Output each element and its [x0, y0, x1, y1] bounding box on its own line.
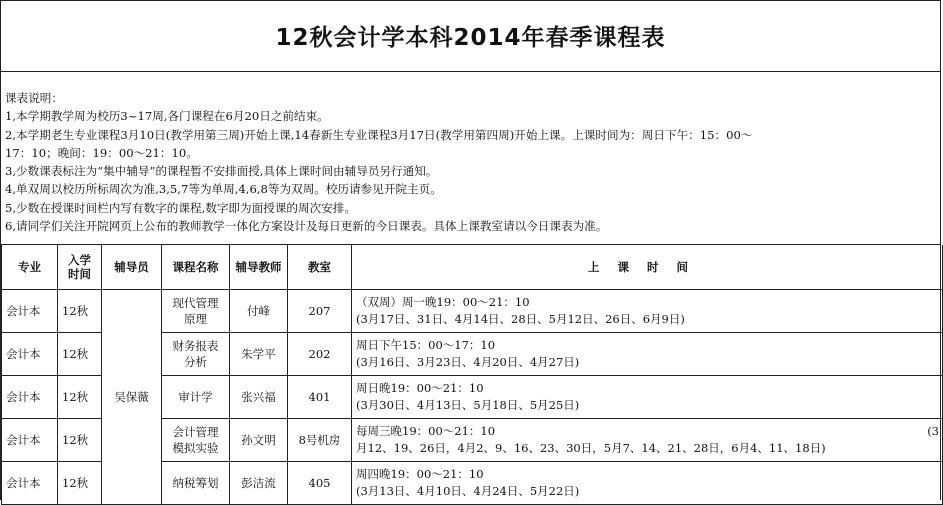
cell-course: 财务报表 分析: [162, 333, 230, 376]
cell-course: 审计学: [162, 376, 230, 419]
note-line: 4,单双周以校历所标周次为准,3,5,7等为单周,4,6,8等为双周。校历请参见开院主页。: [5, 182, 442, 197]
header-class-time: 上课时间: [352, 245, 943, 290]
cell-teacher: 付峰: [230, 290, 288, 333]
header-enroll-time: 入学 时间: [58, 245, 102, 290]
cell-major: 会计本: [2, 462, 58, 505]
cell-teacher: 张兴福: [230, 376, 288, 419]
cell-major: 会计本: [2, 419, 58, 462]
note-line: 17：10；晚间：19：00～21：10。: [5, 145, 198, 160]
cell-class-time: （双周）周一晚19：00～21：10 (3月17日、31日、4月14日、28日、5月12日、26日、6月9日): [352, 290, 943, 333]
cell-major: 会计本: [2, 290, 58, 333]
cell-class-time: 周日晚19：00～21：10 (3月30日、4月13日、5月18日、5月25日): [352, 376, 943, 419]
cell-course: 会计管理 模拟实验: [162, 419, 230, 462]
header-counselor: 辅导员: [102, 245, 162, 290]
note-line: 6,请同学们关注开院网页上公布的教师教学一体化方案设计及每日更新的今日课表。具体上课教室请以今日课表为准。: [5, 219, 608, 234]
cell-course: 现代管理 原理: [162, 290, 230, 333]
cell-room: 401: [288, 376, 352, 419]
header-major: 专业: [2, 245, 58, 290]
cell-enroll: 12秋: [58, 462, 102, 505]
table-header-row: [2, 245, 943, 290]
cell-counselor: 吴保薇: [102, 290, 162, 505]
cell-room: 405: [288, 462, 352, 505]
course-table: [1, 245, 943, 505]
header-room: 教室: [288, 245, 352, 290]
note-line: 5,少数在授课时间栏内写有数字的课程,数字即为面授课的周次安排。: [5, 200, 356, 215]
cell-room: 207: [288, 290, 352, 333]
cell-teacher: 彭洁流: [230, 462, 288, 505]
cell-teacher: 朱学平: [230, 333, 288, 376]
note-line: 2,本学期老生专业课程3月10日(教学用第三周)开始上课,14春新生专业课程3月17日(教学用第四周)开始上课。上课时间为：周日下午：15：00～: [5, 127, 753, 142]
note-line: 1,本学期教学周为校历3~17周,各门课程在6月20日之前结束。: [5, 109, 329, 124]
cell-class-time: (3 每周三晚19：00～21：10 月12、19、26日，4月2、9、16、23、30日，5月7、14、21、28日，6月4、11、18日): [352, 419, 943, 462]
schedule-notes: [1, 71, 940, 245]
notes-heading: 课表说明：: [5, 91, 63, 105]
cell-class-time: 周四晚19：00～21：10 (3月13日、4月10日、4月24日、5月22日): [352, 462, 943, 505]
table-row: [2, 290, 943, 333]
header-course: 课程名称: [162, 245, 230, 290]
cell-major: 会计本: [2, 376, 58, 419]
overflow-text: (3: [927, 424, 939, 438]
cell-enroll: 12秋: [58, 333, 102, 376]
cell-major: 会计本: [2, 333, 58, 376]
cell-enroll: 12秋: [58, 419, 102, 462]
cell-room: 8号机房: [288, 419, 352, 462]
page-title: 12秋会计学本科2014年春季课程表: [275, 24, 666, 51]
note-line: 3,少数课表标注为“集中辅导”的课程暂不安排面授,具体上课时间由辅导员另行通知。: [5, 164, 438, 179]
cell-enroll: 12秋: [58, 290, 102, 333]
cell-class-time: 周日下午15：00～17：10 (3月16日、3月23日、4月20日、4月27日): [352, 333, 943, 376]
header-teacher: 辅导教师: [230, 245, 288, 290]
title-row: [1, 1, 940, 72]
cell-course: 纳税筹划: [162, 462, 230, 505]
cell-teacher: 孙文明: [230, 419, 288, 462]
cell-room: 202: [288, 333, 352, 376]
cell-enroll: 12秋: [58, 376, 102, 419]
